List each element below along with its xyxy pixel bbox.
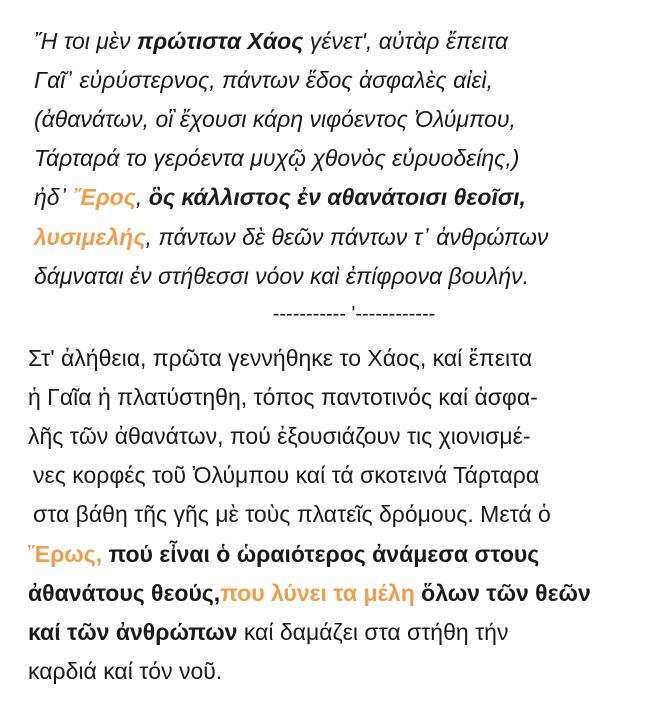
verse-text: Ἤ τοι μὲν	[34, 28, 137, 54]
verse-text: γένετ', αὐτὰρ ἔπειτα	[303, 28, 508, 54]
translation-line-4: νες κορφές τοῦ Ὀλύμπου καί τά σκοτεινά Τάρταρα	[33, 462, 540, 488]
eros-highlight: Ἔρως,	[28, 541, 103, 567]
translation-line-7	[28, 578, 591, 608]
lyei-ta-meli-highlight: που λύνει τα μέλη	[220, 580, 415, 606]
separator: ----------- '------------	[272, 303, 436, 325]
verse-bold-text: ὃς κάλλιστος ἐν αθανάτοισι θεοῖσι,	[148, 184, 526, 210]
eros-highlight: Ἔρος	[73, 184, 136, 210]
translation-line-9: καρδιά καί τόν νοῦ.	[28, 658, 223, 684]
translation-line-8	[28, 617, 508, 647]
verse-line-1	[34, 26, 508, 56]
verse-text: ,	[135, 184, 149, 210]
verse-line-5	[34, 182, 526, 212]
verse-line-2: Γαῖ᾽ εὐρύστερνος, πάντων ἕδος ἀσφαλὲς αἰεὶ,	[34, 67, 493, 93]
verse-line-6	[34, 222, 548, 252]
translation-bold-text: ὅλων τῶν θεῶν	[414, 580, 591, 606]
translation-line-2: ἡ Γαῖα ἡ πλατύστηθη, τόπος παντοτινός καί ἀσφα-	[28, 384, 538, 410]
verse-line-4: Τάρταρά το γερόεντα μυχῷ χθονὸς εὐρυοδείης,)	[34, 145, 520, 171]
translation-line-3: λῆς τῶν ἀθανάτων, πού ἐξουσιάζουν τις χιονισμέ-	[28, 423, 531, 449]
translation-line-1: Στ' ἀλήθεια, πρῶτα γεννήθηκε το Χάος, καί ἔπειτα	[28, 345, 533, 371]
verse-text: ἠδ᾽	[34, 184, 74, 210]
verse-line-7: δάμναται ἐν στήθεσσι νόον καὶ ἐπίφρονα βουλήν.	[34, 263, 530, 289]
translation-line-6	[28, 539, 539, 569]
translation-line-5: στα βάθη τῆς γῆς μὲ τοὺς πλατεῖς δρόμους. Μετά ὁ	[33, 501, 551, 527]
translation-bold-text: πού εἶναι ὁ ὡραιότερος ἀνάμεσα στους	[102, 541, 540, 567]
translation-bold-text: καί τῶν ἀνθρώπων	[28, 619, 238, 645]
lysimeles-highlight: λυσιμελής	[34, 224, 146, 250]
verse-line-3: (ἀθανάτων, οἳ ἔχουσι κάρη νιφόεντος Ὀλύμπου,	[34, 106, 516, 132]
translation-bold-text: ἀθανάτους θεούς,	[28, 580, 221, 606]
translation-text: καί δαμάζει στα στήθη τήν	[237, 619, 509, 645]
verse-text: , πάντων δὲ θεῶν πάντων τ᾽ ἀνθρώπων	[145, 224, 549, 250]
verse-bold-text: πρώτιστα Χάος	[136, 28, 304, 54]
